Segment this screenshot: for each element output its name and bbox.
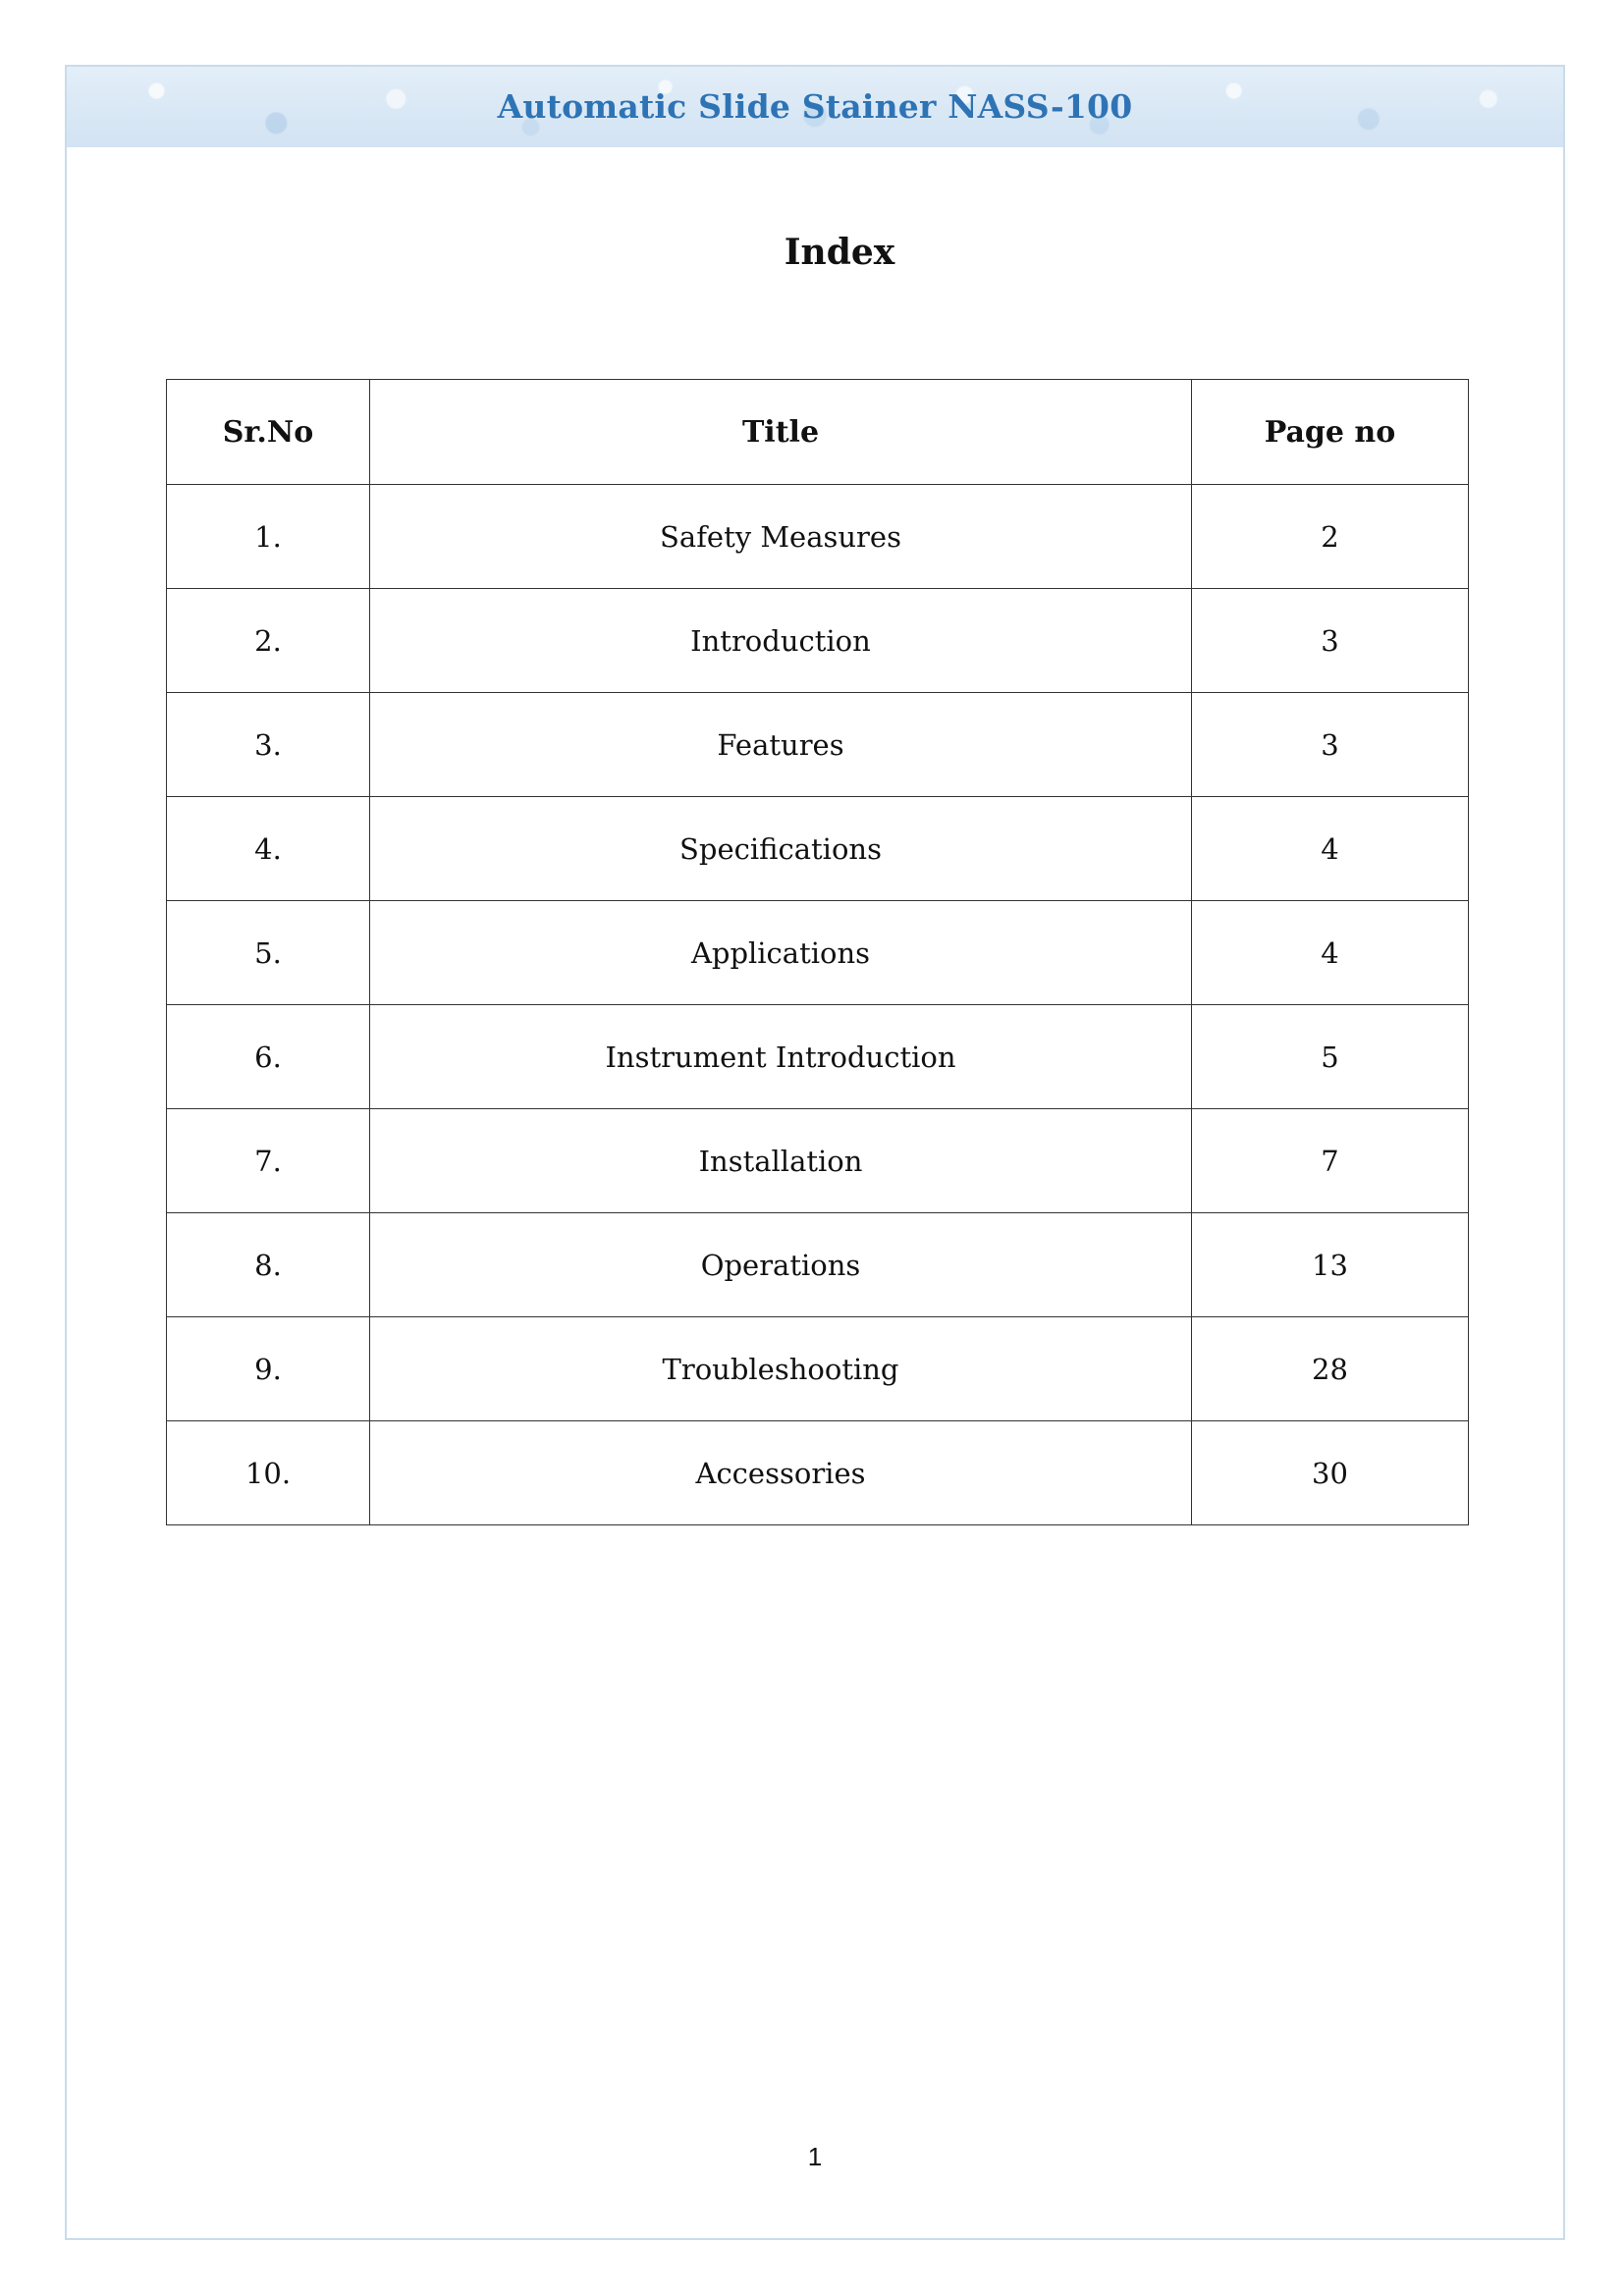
table-row bbox=[167, 1005, 1469, 1109]
cell-sr-no: 7. bbox=[167, 1109, 370, 1213]
cell-sr-no: 2. bbox=[167, 589, 370, 693]
cell-sr-no: 6. bbox=[167, 1005, 370, 1109]
table-row bbox=[167, 901, 1469, 1005]
table-row bbox=[167, 1213, 1469, 1317]
cell-page-no: 4 bbox=[1192, 797, 1469, 901]
column-header-title: Title bbox=[370, 380, 1192, 485]
cell-title: Operations bbox=[370, 1213, 1192, 1317]
cell-page-no: 30 bbox=[1192, 1421, 1469, 1525]
cell-page-no: 3 bbox=[1192, 589, 1469, 693]
cell-title: Troubleshooting bbox=[370, 1317, 1192, 1421]
cell-page-no: 13 bbox=[1192, 1213, 1469, 1317]
cell-sr-no: 5. bbox=[167, 901, 370, 1005]
index-heading: Index bbox=[784, 232, 895, 273]
cell-sr-no: 9. bbox=[167, 1317, 370, 1421]
cell-page-no: 7 bbox=[1192, 1109, 1469, 1213]
document-title: Automatic Slide Stainer NASS-100 bbox=[497, 87, 1133, 126]
cell-title: Installation bbox=[370, 1109, 1192, 1213]
cell-sr-no: 8. bbox=[167, 1213, 370, 1317]
table-row bbox=[167, 797, 1469, 901]
column-header-page-no: Page no bbox=[1192, 380, 1469, 485]
table-row bbox=[167, 693, 1469, 797]
cell-title: Specifications bbox=[370, 797, 1192, 901]
cell-title: Instrument Introduction bbox=[370, 1005, 1192, 1109]
cell-title: Introduction bbox=[370, 589, 1192, 693]
document-header bbox=[67, 67, 1563, 147]
cell-page-no: 3 bbox=[1192, 693, 1469, 797]
cell-page-no: 4 bbox=[1192, 901, 1469, 1005]
index-table bbox=[166, 379, 1469, 1525]
table-header-row bbox=[167, 380, 1469, 485]
cell-page-no: 2 bbox=[1192, 485, 1469, 589]
cell-sr-no: 4. bbox=[167, 797, 370, 901]
cell-sr-no: 1. bbox=[167, 485, 370, 589]
column-header-sr-no: Sr.No bbox=[167, 380, 370, 485]
cell-page-no: 28 bbox=[1192, 1317, 1469, 1421]
cell-title: Features bbox=[370, 693, 1192, 797]
cell-title: Safety Measures bbox=[370, 485, 1192, 589]
cell-title: Applications bbox=[370, 901, 1192, 1005]
cell-sr-no: 3. bbox=[167, 693, 370, 797]
table-row bbox=[167, 589, 1469, 693]
table-row bbox=[167, 1421, 1469, 1525]
table-row bbox=[167, 1317, 1469, 1421]
cell-sr-no: 10. bbox=[167, 1421, 370, 1525]
page-number: 1 bbox=[807, 2142, 823, 2171]
table-row bbox=[167, 1109, 1469, 1213]
cell-title: Accessories bbox=[370, 1421, 1192, 1525]
cell-page-no: 5 bbox=[1192, 1005, 1469, 1109]
table-row bbox=[167, 485, 1469, 589]
